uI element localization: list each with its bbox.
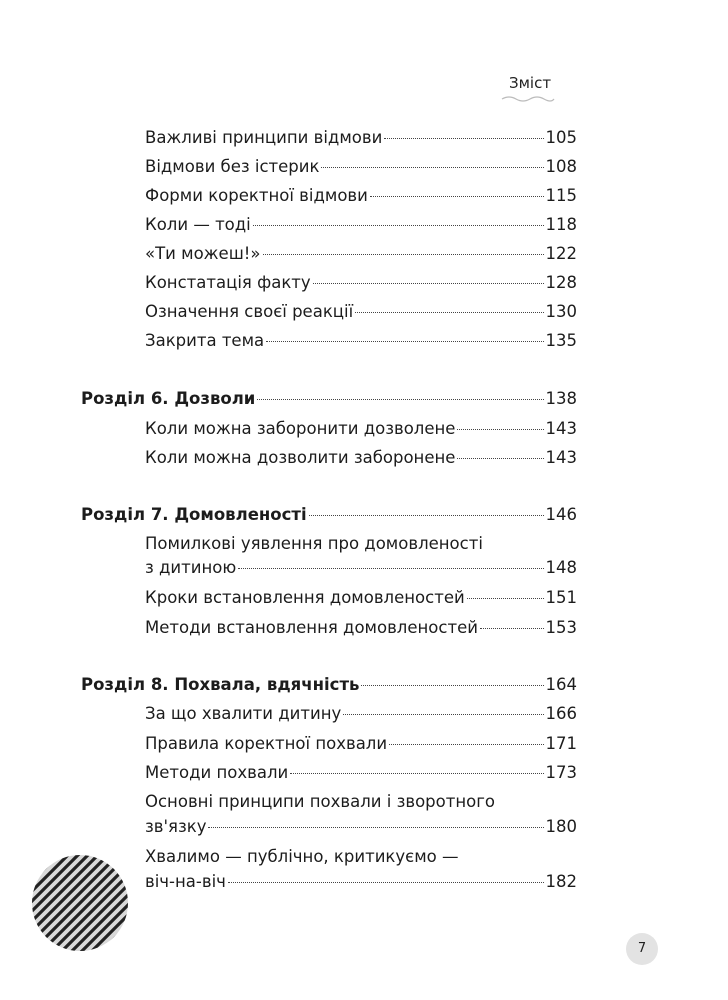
toc-entry-title: Відмови без істерик: [145, 157, 320, 176]
toc-entry: [145, 558, 577, 578]
toc-entry: [145, 419, 577, 439]
dot-leader: [355, 312, 543, 313]
toc-entry-page: 118: [545, 215, 577, 234]
toc-entry: [145, 157, 577, 177]
toc-entry-title: Методи встановлення домовленостей: [145, 618, 478, 637]
toc-entry-page: 128: [545, 273, 577, 292]
dot-leader: [321, 167, 543, 168]
dot-leader: [370, 196, 544, 197]
toc-chapter: [81, 675, 577, 695]
toc-entry-title: Методи похвали: [145, 763, 289, 782]
toc-entry: [145, 763, 577, 783]
dot-leader: [457, 429, 543, 430]
dot-leader: [313, 283, 544, 284]
toc-entry: [145, 244, 577, 264]
toc-entry-title: За що хвалити дитину: [145, 704, 342, 723]
toc-entry: [145, 186, 577, 206]
toc-entry-title: Кроки встановлення домовленостей: [145, 588, 465, 607]
toc-entry: [145, 872, 577, 892]
toc-chapter-page: 146: [545, 505, 577, 524]
dot-leader: [309, 515, 544, 516]
toc-chapter: [81, 505, 577, 525]
toc-chapter: [81, 389, 577, 409]
dot-leader: [361, 685, 543, 686]
toc-entry-page: 151: [545, 588, 577, 607]
toc-entry-title: Констатація факту: [145, 273, 311, 292]
dot-leader: [290, 773, 543, 774]
toc-entry: [145, 215, 577, 235]
toc-entry-title: Форми коректної відмови: [145, 186, 368, 205]
toc-entry-page: 130: [545, 302, 577, 321]
toc-entry-title: Означення своєї реакції: [145, 302, 354, 321]
toc-entry-title: Коли — тоді: [145, 215, 251, 234]
toc-entry: [145, 618, 577, 638]
running-header: Зміст: [509, 74, 552, 92]
dot-leader: [253, 225, 544, 226]
toc-entry-page: 173: [545, 763, 577, 782]
toc-chapter-page: 164: [545, 675, 577, 694]
dot-leader: [457, 458, 543, 459]
toc-entry: [145, 273, 577, 293]
toc-entry-title: Закрита тема: [145, 331, 265, 350]
toc-entry-page: 148: [545, 558, 577, 577]
toc-chapter-title: Розділ 6. Дозволи: [81, 389, 256, 408]
striped-circle-decoration: [30, 853, 130, 953]
toc-entry-title-line1: Хвалимо — публічно, критикуємо —: [145, 847, 459, 866]
dot-leader: [263, 254, 544, 255]
dot-leader: [238, 568, 543, 569]
toc-entry-page: 171: [545, 734, 577, 753]
toc-entry-page: 166: [545, 704, 577, 723]
dot-leader: [228, 882, 544, 883]
toc-entry: [145, 302, 577, 322]
toc-chapter-page: 138: [545, 389, 577, 408]
toc-entry-page: 108: [545, 157, 577, 176]
dot-leader: [384, 138, 543, 139]
toc-entry: [145, 588, 577, 608]
dot-leader: [343, 714, 543, 715]
toc-entry-title: Коли можна заборонити дозволене: [145, 419, 456, 438]
dot-leader: [480, 628, 544, 629]
toc-entry-page: 115: [545, 186, 577, 205]
toc-chapter-title: Розділ 7. Домовленості: [81, 505, 307, 524]
toc-entry: [145, 448, 577, 468]
toc-entry-title: з дитиною: [145, 558, 237, 577]
dot-leader: [257, 399, 543, 400]
dot-leader: [266, 341, 543, 342]
toc-entry: [145, 734, 577, 754]
toc-entry-title: «Ти можеш!»: [145, 244, 261, 263]
dot-leader: [389, 744, 543, 745]
toc-entry-page: 122: [545, 244, 577, 263]
dot-leader: [208, 827, 543, 828]
toc-entry-title-line1: Основні принципи похвали і зворотного: [145, 792, 496, 811]
toc-entry-page: 135: [545, 331, 577, 350]
page-number-badge: 7: [626, 933, 658, 965]
header-wave-ornament: [500, 94, 556, 102]
toc-entry-page: 153: [545, 618, 577, 637]
toc-entry-title: віч-на-віч: [145, 872, 226, 891]
toc-entry-page: 182: [545, 872, 577, 891]
toc-entry-page: 143: [545, 448, 577, 467]
toc-entry-page: 180: [545, 817, 577, 836]
toc-entry-page: 143: [545, 419, 577, 438]
toc-entry-title: зв'язку: [145, 817, 207, 836]
toc-entry-title: Важливі принципи відмови: [145, 128, 383, 147]
toc-entry-title: Правила коректної похвали: [145, 734, 388, 753]
toc-entry: [145, 331, 577, 351]
dot-leader: [467, 598, 544, 599]
toc-entry-title-line1: Помилкові уявлення про домовленості: [145, 534, 483, 553]
toc-entry: [145, 817, 577, 837]
toc-entry-page: 105: [545, 128, 577, 147]
toc-entry: [145, 704, 577, 724]
toc-chapter-title: Розділ 8. Похвала, вдячність: [81, 675, 360, 694]
toc-entry: [145, 128, 577, 148]
toc-entry-title: Коли можна дозволити заборонене: [145, 448, 456, 467]
